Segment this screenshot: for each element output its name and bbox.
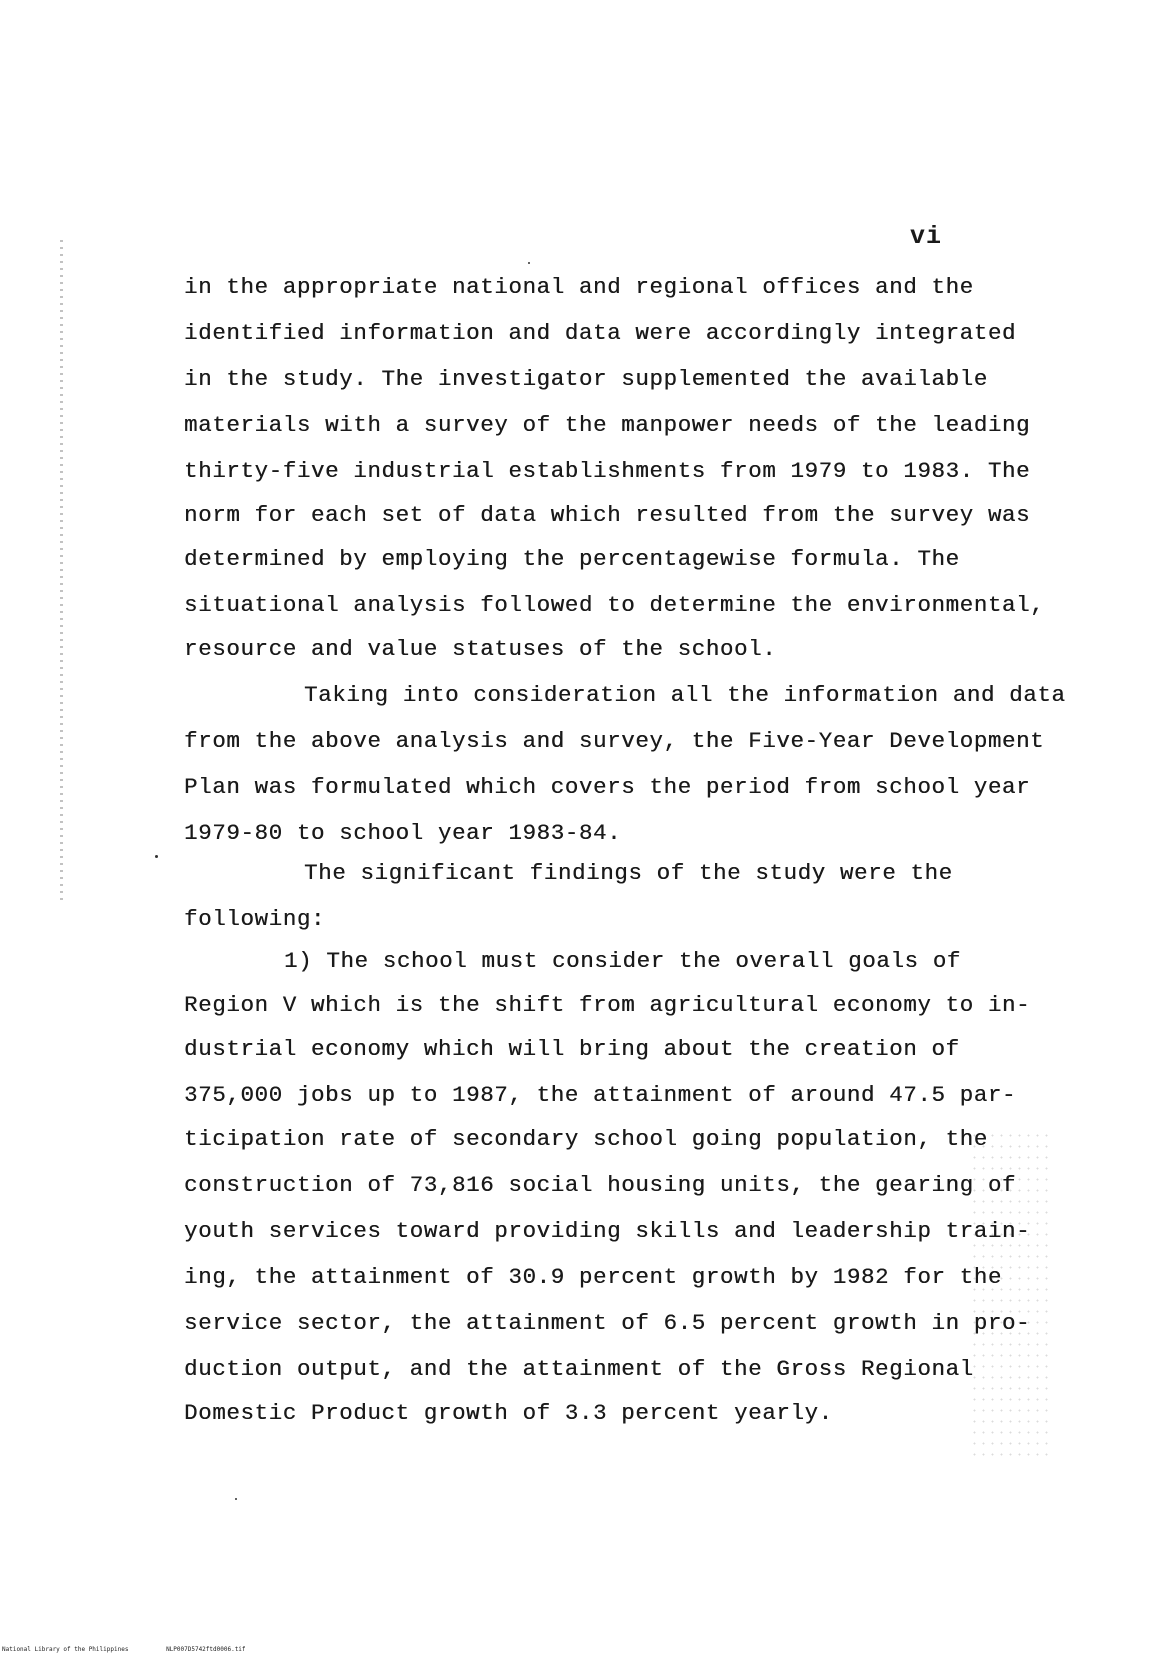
text-line: Domestic Product growth of 3.3 percent yearly. [184,1400,833,1426]
text-line: ticipation rate of secondary school going population, the [184,1126,988,1152]
scan-dot [235,1498,237,1500]
text-line: in the study. The investigator supplemented the available [184,366,988,392]
text-line: duction output, and the attainment of the Gross Regional [184,1356,974,1382]
text-line: following: [184,906,326,932]
scan-edge-noise [60,240,63,900]
text-line: The significant findings of the study were the [304,860,953,886]
text-line: Plan was formulated which covers the period from school year [184,774,1031,800]
text-line: situational analysis followed to determine the environmental, [184,592,1045,618]
text-line: 375,000 jobs up to 1987, the attainment of around 47.5 par- [184,1082,1017,1108]
text-line: ing, the attainment of 30.9 percent growth by 1982 for the [184,1264,1002,1290]
text-line: identified information and data were accordingly integrated [184,320,1017,346]
text-line: Region V which is the shift from agricultural economy to in- [184,992,1031,1018]
text-line: thirty-five industrial establishments from 1979 to 1983. The [184,458,1031,484]
page-number: vi [910,222,943,251]
text-line: 1979-80 to school year 1983-84. [184,820,622,846]
text-line: dustrial economy which will bring about the creation of [184,1036,960,1062]
text-line: Taking into consideration all the information and data [304,682,1066,708]
text-line: youth services toward providing skills and leadership train- [184,1218,1031,1244]
text-line: 1) The school must consider the overall goals of [284,948,961,974]
text-line: from the above analysis and survey, the Five-Year Development [184,728,1045,754]
text-line: determined by employing the percentagewise formula. The [184,546,960,572]
footer-file: NLP007D5742ftd0006.tif [166,1646,246,1653]
scan-dot [155,855,158,858]
text-line: norm for each set of data which resulted from the survey was [184,502,1031,528]
footer-library: National Library of the Philippines [2,1646,129,1653]
text-line: in the appropriate national and regional offices and the [184,274,974,300]
text-line: service sector, the attainment of 6.5 percent growth in pro- [184,1310,1031,1336]
text-line: resource and value statuses of the school. [184,636,777,662]
text-line: materials with a survey of the manpower needs of the leading [184,412,1031,438]
scan-footer [2,1646,280,1653]
scan-dot [528,262,530,264]
text-line: construction of 73,816 social housing units, the gearing of [184,1172,1017,1198]
